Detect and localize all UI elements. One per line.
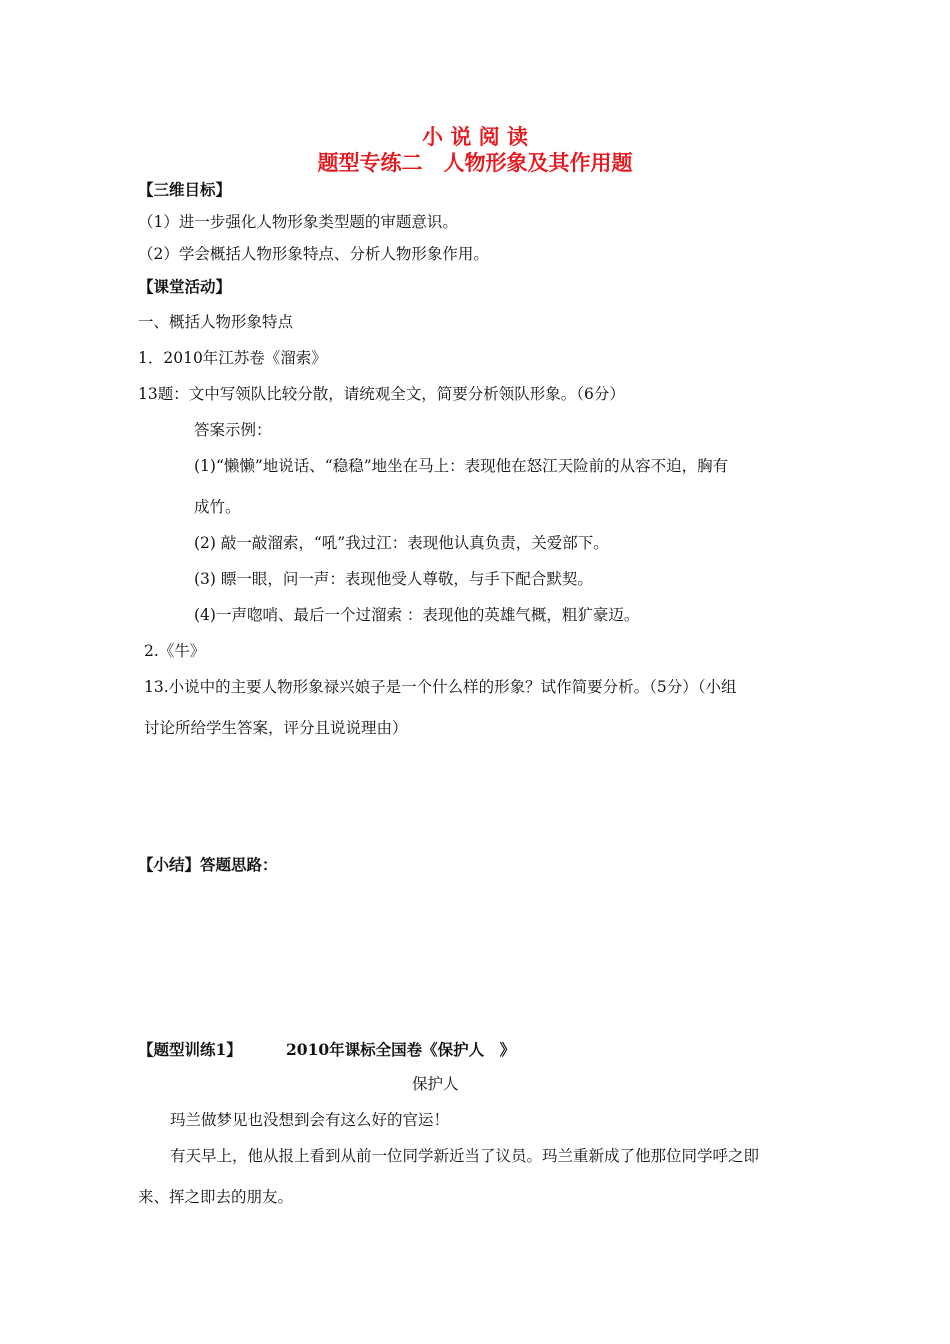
answer-item-1-continued: 成竹。 xyxy=(194,498,241,516)
section-heading-goals: 【三维目标】 xyxy=(138,180,232,199)
story-paragraph-2-continued: 来、挥之即去的朋友。 xyxy=(138,1188,294,1206)
item-1-title: 1．2010年江苏卷《溜索》 xyxy=(138,349,327,367)
story-title: 保护人 xyxy=(412,1075,459,1093)
training-source: 2010年课标全国卷《保护人 》 xyxy=(286,1040,516,1059)
item-2-title: 2.《牛》 xyxy=(144,642,206,660)
answer-label: 答案示例： xyxy=(194,421,272,439)
question-13b-text: 13.小说中的主要人物形象禄兴娘子是一个什么样的形象？试作简要分析。（5分）（小组 xyxy=(144,678,737,696)
training-label: 【题型训练1】 xyxy=(138,1040,242,1059)
goal-item-1: （1）进一步强化人物形象类型题的审题意识。 xyxy=(138,213,458,231)
section-heading-class-activity: 【课堂活动】 xyxy=(138,277,232,296)
page-subtitle: 题型专练二 人物形象及其作用题 xyxy=(317,150,633,175)
part-one-heading: 一、概括人物形象特点 xyxy=(138,313,294,331)
story-paragraph-1: 玛兰做梦见也没想到会有这么好的官运！ xyxy=(170,1111,450,1129)
answer-item-1: (1)“懒懒”地说话、“稳稳”地坐在马上：表现他在怒江天险前的从容不迫，胸有 xyxy=(194,457,729,475)
story-paragraph-2: 有天早上，他从报上看到从前一位同学新近当了议员。玛兰重新成了他那位同学呼之即 xyxy=(170,1147,760,1165)
answer-item-2: (2) 敲一敲溜索，“吼”我过江：表现他认真负责，关爱部下。 xyxy=(194,534,609,552)
goal-item-2: （2）学会概括人物形象特点、分析人物形象作用。 xyxy=(138,245,489,263)
question-13-text: 13题：文中写领队比较分散，请统观全文，简要分析领队形象。（6分） xyxy=(138,385,625,403)
answer-item-3: (3) 瞟一眼，问一声：表现他受人尊敬，与手下配合默契。 xyxy=(194,570,593,588)
summary-heading: 【小结】答题思路： xyxy=(138,855,278,874)
question-13b-text-continued: 讨论所给学生答案，评分且说说理由） xyxy=(144,719,408,737)
page-title: 小 说 阅 读 xyxy=(422,124,528,149)
answer-item-4: (4)一声唿哨、最后一个过溜索 ：表现他的英雄气概，粗犷豪迈。 xyxy=(194,606,640,624)
